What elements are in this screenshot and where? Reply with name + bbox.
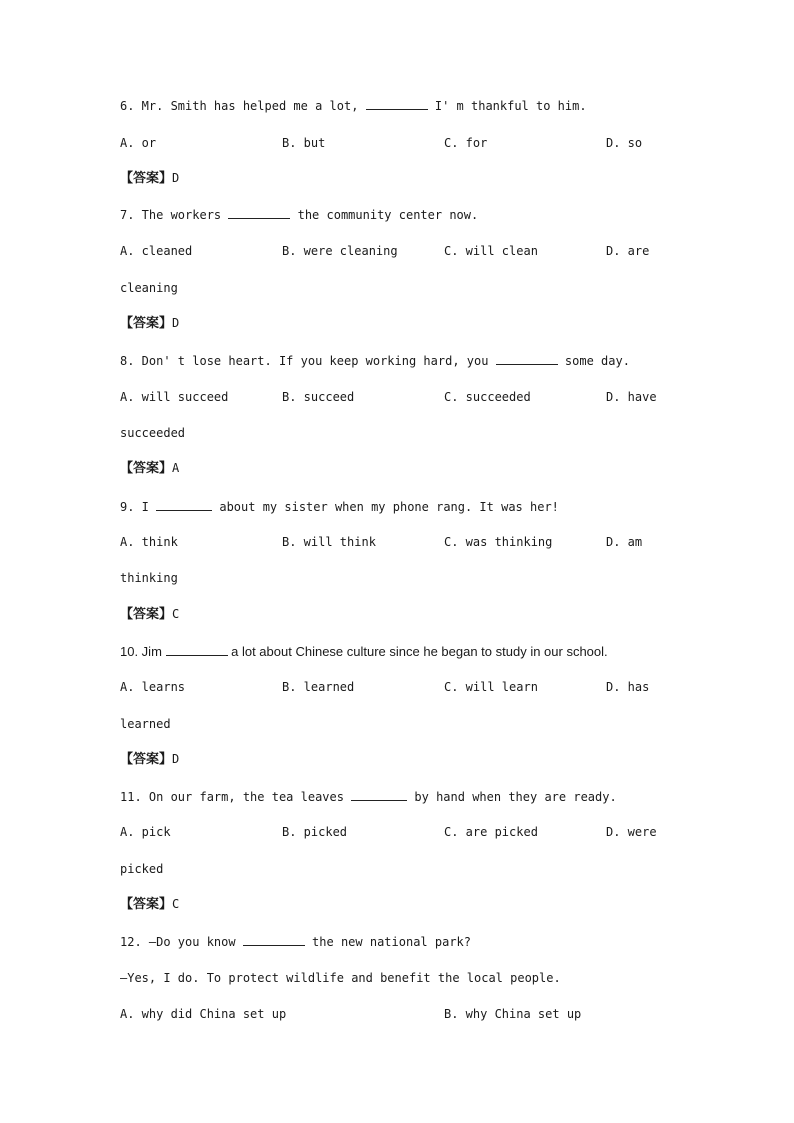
q9-option-a: A. think [120,535,178,549]
answer-blank [228,207,290,219]
question-11-stem: 11. On our farm, the tea leaves by hand when they are ready. [120,790,617,804]
q9-option-c: C. was thinking [444,535,553,549]
q11-answer: 【答案】C [120,897,180,912]
q11-option-c: C. are picked [444,825,538,839]
q9-answer: 【答案】C [120,607,180,622]
q7-option-c: C. will clean [444,244,538,258]
q6-answer: 【答案】D [120,171,180,186]
answer-blank [496,353,558,365]
q11-option-a: A. pick [120,825,171,839]
q8-option-a: A. will succeed [120,390,229,404]
answer-blank [243,934,305,946]
q6-option-b: B. but [282,136,326,150]
q7-option-d: D. are [606,244,650,258]
q9-option-wrap: thinking [120,571,178,585]
question-10-stem: 10. Jim a lot about Chinese culture since he began to study in our school. [120,644,608,659]
q10-option-c: C. will learn [444,680,538,694]
q8-answer: 【答案】A [120,461,180,476]
q11-option-b: B. picked [282,825,348,839]
question-7-stem: 7. The workers the community center now. [120,208,479,222]
q12-option-b: B. why China set up [444,1007,582,1021]
q10-option-a: A. learns [120,680,186,694]
q9-option-d: D. am [606,535,643,549]
q7-option-b: B. were cleaning [282,244,398,258]
q6-option-d: D. so [606,136,643,150]
q10-option-wrap: learned [120,717,171,731]
answer-blank [156,499,212,511]
q11-option-wrap: picked [120,862,164,876]
answer-blank [366,98,428,110]
q8-option-b: B. succeed [282,390,355,404]
q10-answer: 【答案】D [120,752,180,767]
q6-option-c: C. for [444,136,488,150]
question-12-stem: 12. —Do you know the new national park? [120,935,471,949]
question-9-stem: 9. I about my sister when my phone rang. It was her! [120,500,559,514]
question-8-stem: 8. Don' t lose heart. If you keep working hard, you some day. [120,354,630,368]
q7-answer: 【答案】D [120,316,180,331]
question-12-reply: —Yes, I do. To protect wildlife and benefit the local people. [120,971,561,985]
q8-option-c: C. succeeded [444,390,531,404]
q8-option-wrap: succeeded [120,426,186,440]
q7-option-a: A. cleaned [120,244,193,258]
q9-option-b: B. will think [282,535,376,549]
answer-blank [166,644,228,656]
q10-option-b: B. learned [282,680,355,694]
q11-option-d: D. were [606,825,657,839]
q7-option-wrap: cleaning [120,281,178,295]
answer-blank [351,789,407,801]
q12-option-a: A. why did China set up [120,1007,287,1021]
q10-option-d: D. has [606,680,650,694]
question-6-stem: 6. Mr. Smith has helped me a lot, I' m thankful to him. [120,99,587,113]
q8-option-d: D. have [606,390,657,404]
q6-option-a: A. or [120,136,157,150]
